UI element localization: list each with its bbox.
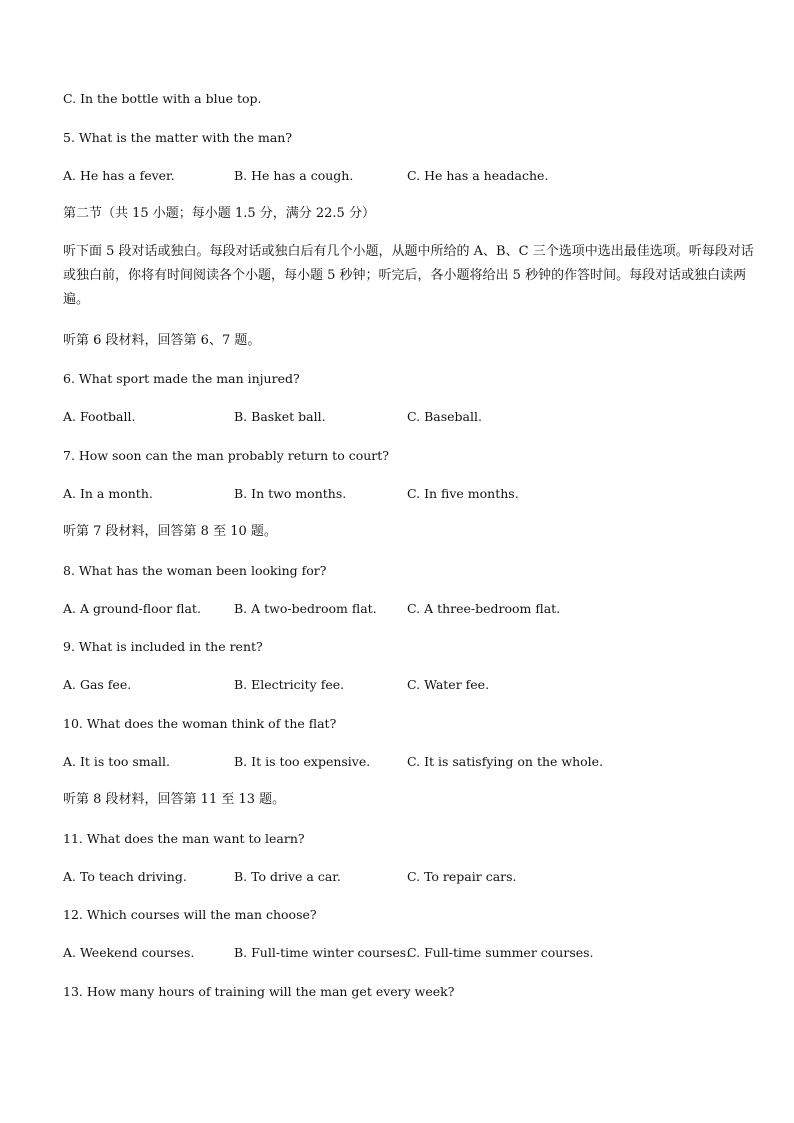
q6-option-a: A. Football.	[63, 409, 136, 424]
q5-option-a: A. He has a fever.	[63, 168, 175, 183]
question-11: 11. What does the man want to learn?	[63, 831, 305, 846]
q11-option-c: C. To repair cars.	[407, 869, 517, 884]
question-7: 7. How soon can the man probably return to court?	[63, 448, 389, 463]
question-5: 5. What is the matter with the man?	[63, 130, 293, 145]
question-12: 12. Which courses will the man choose?	[63, 907, 317, 922]
question-13: 13. How many hours of training will the man get every week?	[63, 984, 455, 999]
material-8-heading: 听第 8 段材料，回答第 11 至 13 题。	[63, 792, 286, 807]
question-6: 6. What sport made the man injured?	[63, 371, 300, 386]
q5-option-c: C. He has a headache.	[407, 168, 549, 183]
q10-option-c: C. It is satisfying on the whole.	[407, 754, 604, 769]
q8-option-b: B. A two-bedroom flat.	[234, 601, 377, 616]
q12-option-a: A. Weekend courses.	[63, 945, 195, 960]
q7-option-a: A. In a month.	[63, 486, 153, 501]
q9-option-c: C. Water fee.	[407, 677, 490, 692]
q12-option-c: C. Full-time summer courses.	[407, 945, 594, 960]
material-6-heading: 听第 6 段材料，回答第 6、7 题。	[63, 333, 261, 348]
q12-option-b: B. Full-time winter courses.	[234, 945, 411, 960]
section-2-instructions: 听下面 5 段对话或独白。每段对话或独白后有几个小题，从题中所给的 A、B、C 三个选项中选出最佳选项。听每段对话或独白前，你将有时间阅读各个小题，每小题 5 秒钟；听完后，各小题将给出 5 秒钟的作答时间。每段对话或独白读两遍。	[63, 244, 754, 307]
q10-option-b: B. It is too expensive.	[234, 754, 371, 769]
q7-option-b: B. In two months.	[234, 486, 347, 501]
question-8: 8. What has the woman been looking for?	[63, 563, 327, 578]
q8-option-a: A. A ground-floor flat.	[63, 601, 201, 616]
q9-option-b: B. Electricity fee.	[234, 677, 345, 692]
question-10: 10. What does the woman think of the flat?	[63, 716, 337, 731]
q11-option-a: A. To teach driving.	[63, 869, 187, 884]
q11-option-b: B. To drive a car.	[234, 869, 341, 884]
material-7-heading: 听第 7 段材料，回答第 8 至 10 题。	[63, 524, 277, 539]
q7-option-c: C. In five months.	[407, 486, 519, 501]
question-9: 9. What is included in the rent?	[63, 639, 263, 654]
section-2-title: 第二节（共 15 小题；每小题 1.5 分，满分 22.5 分）	[63, 206, 375, 221]
option-c-previous: C. In the bottle with a blue top.	[63, 91, 262, 106]
q10-option-a: A. It is too small.	[63, 754, 171, 769]
q6-option-b: B. Basket ball.	[234, 409, 326, 424]
q5-option-b: B. He has a cough.	[234, 168, 354, 183]
q6-option-c: C. Baseball.	[407, 409, 482, 424]
q9-option-a: A. Gas fee.	[63, 677, 132, 692]
q8-option-c: C. A three-bedroom flat.	[407, 601, 561, 616]
